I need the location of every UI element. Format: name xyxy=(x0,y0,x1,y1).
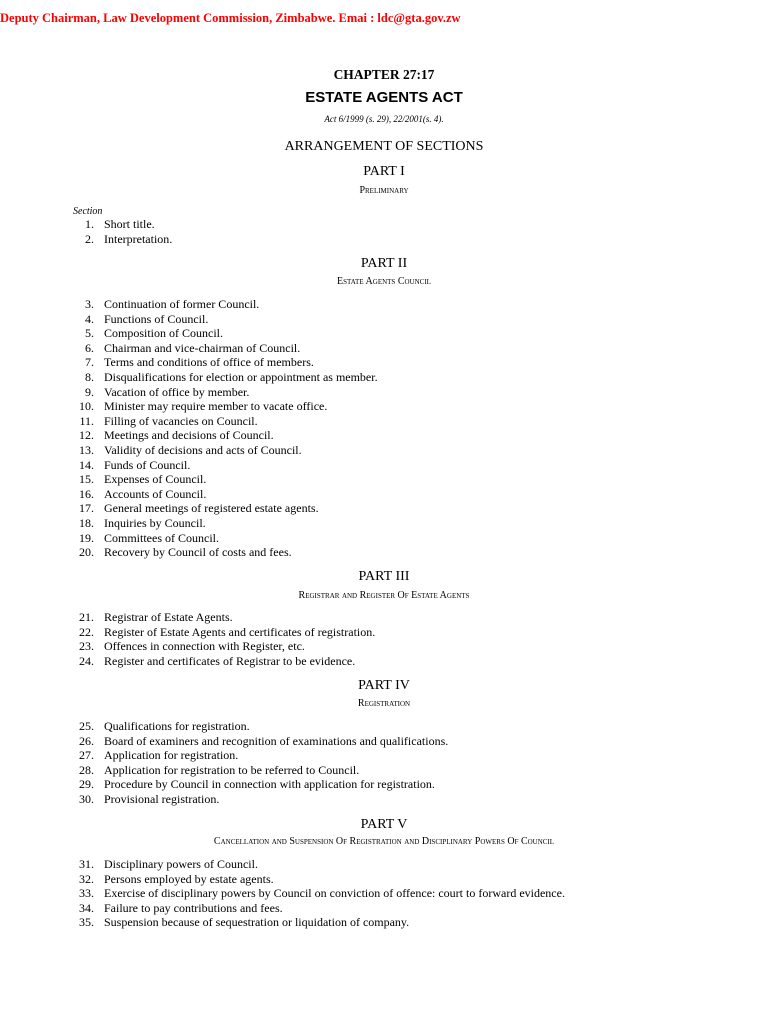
section-title: Accounts of Council. xyxy=(104,486,207,501)
section-number: 35. xyxy=(79,915,94,930)
section-number: 7. xyxy=(85,355,94,370)
section-number: 3. xyxy=(85,297,94,311)
section-item xyxy=(0,385,768,400)
section-item xyxy=(0,763,768,778)
section-title: Procedure by Council in connection with application for registration. xyxy=(104,777,435,792)
section-item xyxy=(0,312,768,327)
section-title: Inquiries by Council. xyxy=(104,515,206,530)
section-title: Registrar of Estate Agents. xyxy=(104,610,233,624)
section-list xyxy=(0,217,768,246)
section-item xyxy=(0,232,768,247)
section-item xyxy=(0,901,768,916)
part-heading: PART I xyxy=(363,164,405,179)
section-number: 2. xyxy=(85,231,94,246)
act-reference: Act 6/1999 (s. 29), 22/2001(s. 4). xyxy=(324,114,444,124)
section-item xyxy=(0,428,768,443)
section-number: 1. xyxy=(85,217,94,231)
act-title: ESTATE AGENTS ACT xyxy=(305,89,463,106)
section-item xyxy=(0,734,768,749)
section-number: 5. xyxy=(85,326,94,341)
section-number: 11. xyxy=(79,413,94,428)
part-subheading: Preliminary xyxy=(359,185,409,196)
section-number: 21. xyxy=(79,610,94,624)
section-number: 23. xyxy=(79,639,94,654)
section-item xyxy=(0,414,768,429)
section-item xyxy=(0,545,768,560)
section-list xyxy=(0,719,768,807)
section-item xyxy=(0,872,768,887)
section-item xyxy=(0,531,768,546)
section-item xyxy=(0,886,768,901)
part-subheading: Registration xyxy=(357,698,411,709)
section-number: 16. xyxy=(79,486,94,501)
section-title: Offences in connection with Register, etc. xyxy=(104,639,305,654)
section-title: Minister may require member to vacate office. xyxy=(104,399,328,414)
section-title: Board of examiners and recognition of examinations and qualifications. xyxy=(104,733,449,748)
section-number: 29. xyxy=(79,777,94,792)
section-title: Interpretation. xyxy=(104,231,173,246)
section-number: 4. xyxy=(85,311,94,326)
section-title: Chairman and vice-chairman of Council. xyxy=(104,340,301,355)
section-item xyxy=(0,639,768,654)
section-title: Terms and conditions of office of members. xyxy=(104,355,314,370)
section-item xyxy=(0,625,768,640)
section-number: 17. xyxy=(79,501,94,516)
section-title: Validity of decisions and acts of Council. xyxy=(104,442,302,457)
section-list xyxy=(0,857,768,930)
part-heading: PART IV xyxy=(358,678,410,693)
section-number: 26. xyxy=(79,733,94,748)
section-number: 33. xyxy=(79,886,94,901)
section-item xyxy=(0,355,768,370)
section-number: 20. xyxy=(79,545,94,560)
chapter-number: CHAPTER 27:17 xyxy=(333,67,435,82)
section-title: Qualifications for registration. xyxy=(104,719,250,733)
section-item xyxy=(0,654,768,669)
section-title: Application for registration to be referred to Council. xyxy=(104,762,360,777)
section-number: 24. xyxy=(79,653,94,668)
section-title: Composition of Council. xyxy=(104,326,224,341)
part-heading: PART II xyxy=(360,256,408,271)
section-number: 10. xyxy=(79,399,94,414)
section-title: Provisional registration. xyxy=(104,791,220,806)
section-item xyxy=(0,915,768,930)
section-title: Functions of Council. xyxy=(104,311,209,326)
section-item xyxy=(0,458,768,473)
section-title: Exercise of disciplinary powers by Council on conviction of offence: court to forward evidence. xyxy=(104,886,565,901)
section-number: 22. xyxy=(79,624,94,639)
section-number: 14. xyxy=(79,457,94,472)
section-title: Register of Estate Agents and certificates of registration. xyxy=(104,624,376,639)
section-title: Funds of Council. xyxy=(104,457,191,472)
section-number: 18. xyxy=(79,515,94,530)
section-number: 30. xyxy=(79,791,94,806)
section-item xyxy=(0,516,768,531)
section-title: Committees of Council. xyxy=(104,530,219,545)
section-item xyxy=(0,217,768,232)
section-title: Application for registration. xyxy=(104,748,239,763)
part-heading: PART V xyxy=(360,817,408,832)
section-item xyxy=(0,326,768,341)
section-number: 25. xyxy=(79,719,94,733)
section-number: 8. xyxy=(85,369,94,384)
section-title: General meetings of registered estate agents. xyxy=(104,501,319,516)
section-title: Disciplinary powers of Council. xyxy=(104,857,258,871)
section-number: 13. xyxy=(79,442,94,457)
section-title: Persons employed by estate agents. xyxy=(104,871,274,886)
section-list xyxy=(0,610,768,668)
arrangement-heading: ARRANGEMENT OF SECTIONS xyxy=(284,139,484,154)
section-number: 31. xyxy=(79,857,94,871)
section-title: Meetings and decisions of Council. xyxy=(104,428,274,443)
section-title: Filling of vacancies on Council. xyxy=(104,413,258,428)
part-subheading: Registrar and Register Of Estate Agents xyxy=(298,590,470,601)
section-item xyxy=(0,719,768,734)
section-number: 32. xyxy=(79,871,94,886)
section-number: 9. xyxy=(85,384,94,399)
section-title: Vacation of office by member. xyxy=(104,384,250,399)
section-title: Disqualifications for election or appointment as member. xyxy=(104,369,378,384)
section-item xyxy=(0,777,768,792)
section-item xyxy=(0,501,768,516)
contact-banner: Deputy Chairman, Law Development Commission, Zimbabwe. Emai : ldc@gta.gov.zw xyxy=(0,11,461,25)
part-subheading: Estate Agents Council xyxy=(337,276,431,287)
section-title: Continuation of former Council. xyxy=(104,297,260,311)
section-number: 6. xyxy=(85,340,94,355)
section-item xyxy=(0,472,768,487)
section-item xyxy=(0,399,768,414)
section-item xyxy=(0,487,768,502)
section-title: Register and certificates of Registrar to be evidence. xyxy=(104,653,356,668)
section-item xyxy=(0,748,768,763)
section-number: 27. xyxy=(79,748,94,763)
section-title: Expenses of Council. xyxy=(104,472,207,487)
section-number: 28. xyxy=(79,762,94,777)
section-title: Suspension because of sequestration or liquidation of company. xyxy=(104,915,410,930)
section-number: 12. xyxy=(79,428,94,443)
section-number: 34. xyxy=(79,900,94,915)
section-number: 19. xyxy=(79,530,94,545)
section-column-label: Section xyxy=(73,206,103,217)
section-title: Short title. xyxy=(104,217,155,231)
section-list xyxy=(0,297,768,560)
section-title: Recovery by Council of costs and fees. xyxy=(104,545,292,560)
section-item xyxy=(0,792,768,807)
section-item xyxy=(0,370,768,385)
section-item xyxy=(0,857,768,872)
section-item xyxy=(0,610,768,625)
section-number: 15. xyxy=(79,472,94,487)
part-heading: PART III xyxy=(358,569,410,584)
section-title: Failure to pay contributions and fees. xyxy=(104,900,283,915)
section-item xyxy=(0,443,768,458)
section-item xyxy=(0,297,768,312)
part-subheading: Cancellation and Suspension Of Registration and Disciplinary Powers Of Council xyxy=(213,836,555,847)
section-item xyxy=(0,341,768,356)
